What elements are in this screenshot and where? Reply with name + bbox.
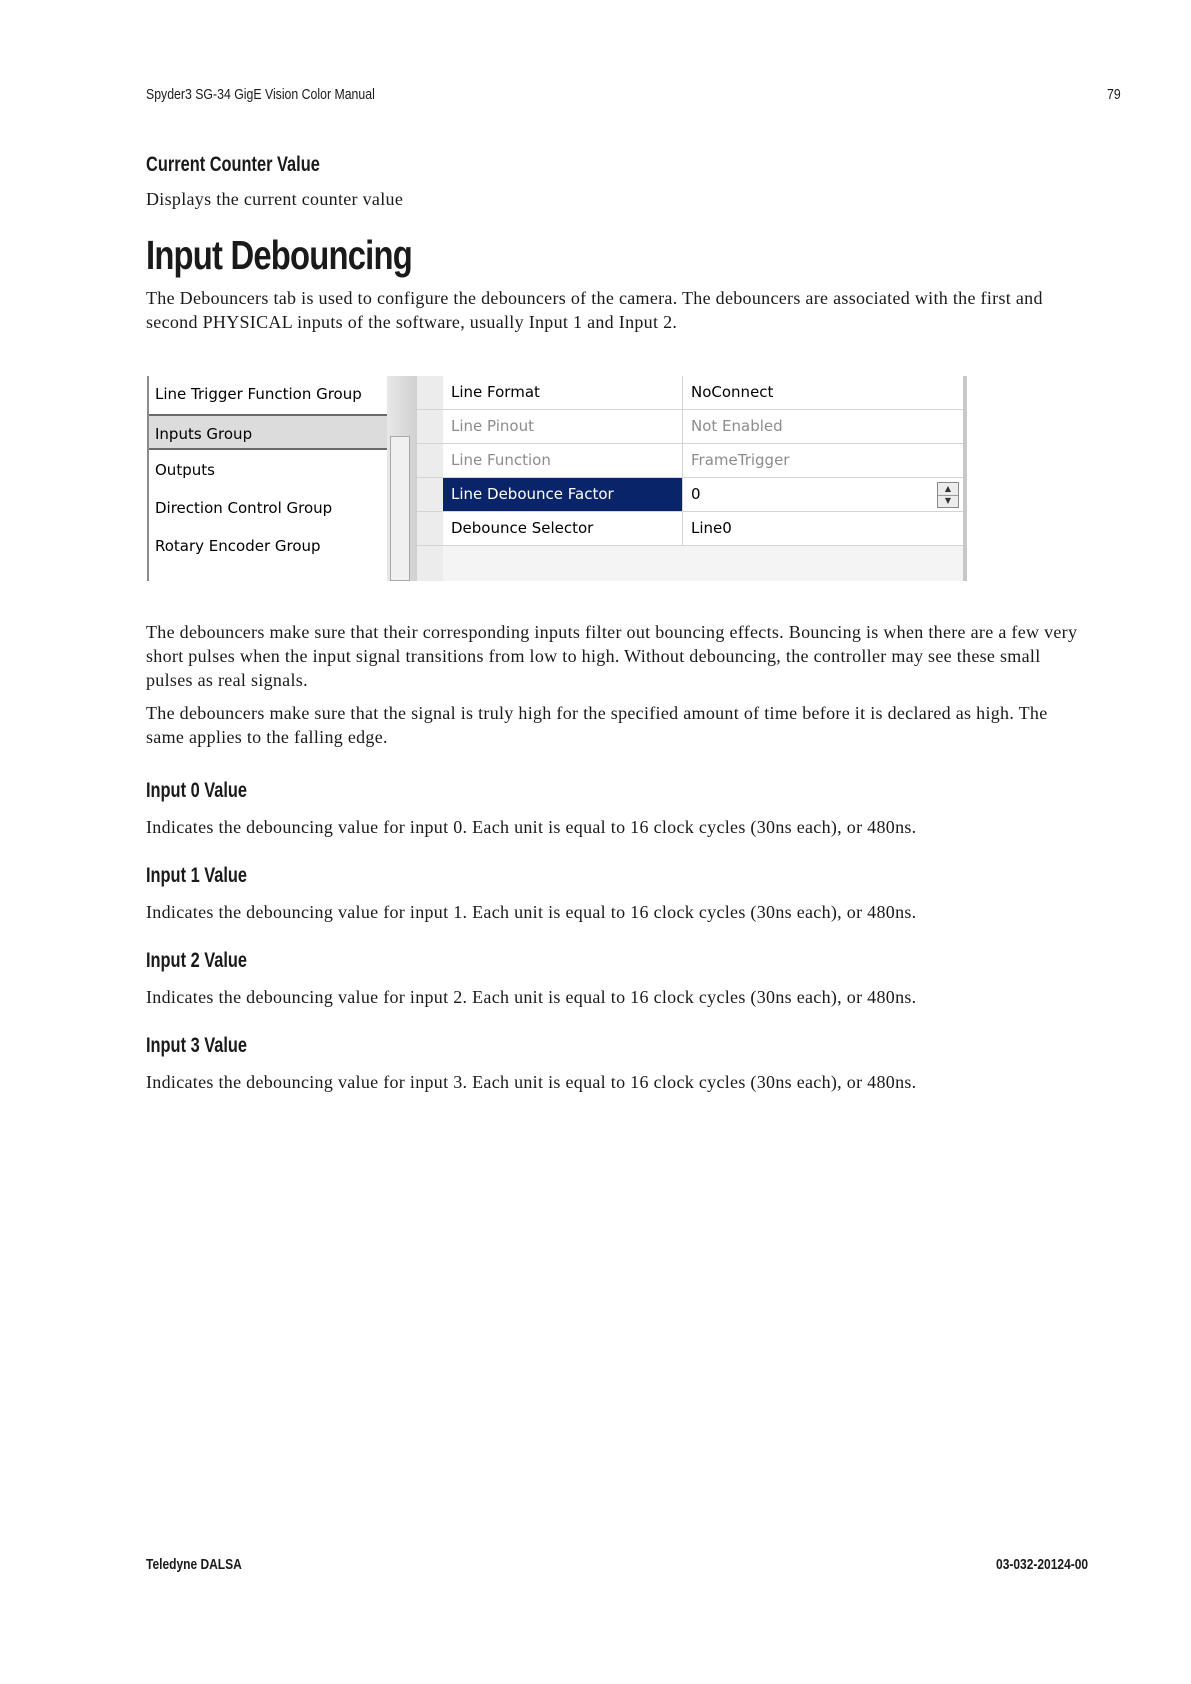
debouncers-screenshot xyxy=(147,376,969,581)
property-grid-empty-area xyxy=(417,546,963,581)
debouncing-paragraph-1: The debouncers make sure that their corresponding inputs filter out bouncing effects. Bouncing is when there are a few very short pulses when the input signal transitions from low to high. Without debouncing, the controller may see these small pulses as real signals. xyxy=(146,622,1078,690)
property-value-input[interactable]: 0 xyxy=(691,485,701,503)
tree-item-rotary-encoder-group[interactable]: Rotary Encoder Group xyxy=(155,537,321,555)
property-grid xyxy=(417,376,967,581)
property-row-debounce-selector[interactable] xyxy=(417,512,963,546)
value-spinner[interactable] xyxy=(937,482,959,508)
tree-item-direction-control-group[interactable]: Direction Control Group xyxy=(155,499,333,517)
input-3-description: Indicates the debouncing value for input 3. Each unit is equal to 16 clock cycles (30ns each), or 480ns. xyxy=(146,1072,917,1092)
spin-down-arrow-icon[interactable]: ▼ xyxy=(944,496,952,505)
property-name: Line Function xyxy=(443,444,683,477)
property-row-line-format[interactable] xyxy=(417,376,963,410)
footer-company: Teledyne DALSA xyxy=(146,1556,242,1573)
page-number: 79 xyxy=(1107,86,1121,103)
property-name: Line Debounce Factor xyxy=(443,478,683,511)
feature-tree-panel xyxy=(147,376,389,581)
property-name: Line Format xyxy=(443,376,683,409)
tree-item-line-trigger-function-group[interactable]: Line Trigger Function Group xyxy=(155,385,362,403)
debouncing-paragraph-2: The debouncers make sure that the signal is truly high for the specified amount of time before it is declared as high. The same applies to the falling edge. xyxy=(146,703,1048,747)
heading-current-counter-value: Current Counter Value xyxy=(146,153,320,176)
property-row-line-pinout[interactable] xyxy=(417,410,963,444)
property-name: Line Pinout xyxy=(443,410,683,443)
input-0-description: Indicates the debouncing value for input 0. Each unit is equal to 16 clock cycles (30ns each), or 480ns. xyxy=(146,817,917,837)
input-2-description: Indicates the debouncing value for input 2. Each unit is equal to 16 clock cycles (30ns each), or 480ns. xyxy=(146,987,917,1007)
property-value: Not Enabled xyxy=(691,417,783,435)
property-row-line-debounce-factor[interactable] xyxy=(417,478,963,512)
heading-input-3-value: Input 3 Value xyxy=(146,1034,248,1057)
heading-input-2-value: Input 2 Value xyxy=(146,949,248,972)
running-header-title: Spyder3 SG-34 GigE Vision Color Manual xyxy=(146,86,375,103)
heading-input-1-value: Input 1 Value xyxy=(146,864,248,887)
property-value[interactable]: Line0 xyxy=(691,519,732,537)
tree-item-outputs[interactable]: Outputs xyxy=(155,461,215,479)
tree-item-inputs-group[interactable]: Inputs Group xyxy=(149,414,387,450)
footer-doc-number: 03-032-20124-00 xyxy=(995,1556,1088,1573)
tree-scrollbar-thumb[interactable] xyxy=(390,436,410,581)
property-row-line-function[interactable] xyxy=(417,444,963,478)
input-1-description: Indicates the debouncing value for input 1. Each unit is equal to 16 clock cycles (30ns each), or 480ns. xyxy=(146,902,917,922)
heading-input-debouncing: Input Debouncing xyxy=(146,232,412,278)
property-value[interactable]: NoConnect xyxy=(691,383,774,401)
property-value: FrameTrigger xyxy=(691,451,790,469)
current-counter-description: Displays the current counter value xyxy=(146,189,404,209)
spin-up-arrow-icon[interactable]: ▲ xyxy=(938,483,958,496)
input-debouncing-intro: The Debouncers tab is used to configure the debouncers of the camera. The debouncers are associated with the first and second PHYSICAL inputs of the software, usually Input 1 and Input 2. xyxy=(146,288,1043,332)
property-name: Debounce Selector xyxy=(443,512,683,545)
heading-input-0-value: Input 0 Value xyxy=(146,779,248,802)
